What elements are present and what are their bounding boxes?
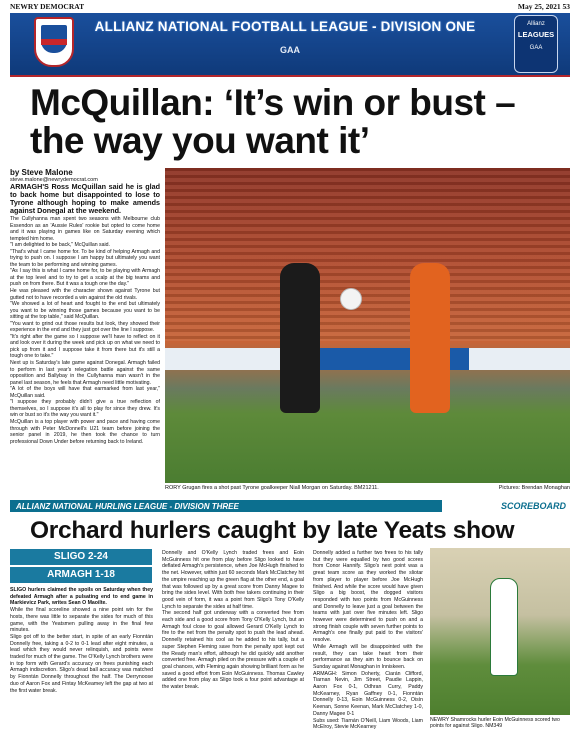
scoreboard-logo: SCOREBOARD xyxy=(442,500,570,512)
byline: by Steve Malone xyxy=(10,168,73,177)
paragraph: Next up is Saturday's late game against Donegal. Armagh failed to perform in last year's relegation battle against the same opposition and Ballybay in the Cullyhanna man wasn't in the panel last season, he feels that Armagh need little motivating. xyxy=(10,360,160,386)
photo-caption: RORY Grugan fires a shot past Tyrone goalkeeper Niall Morgan on Saturday. BM21211. xyxy=(165,485,379,491)
strip-title: ALLIANZ NATIONAL HURLING LEAGUE - DIVISION THREE xyxy=(16,501,239,511)
gaa-logo: GAA xyxy=(280,45,300,55)
score-away: ARMAGH 1-18 xyxy=(10,567,152,583)
date-page: May 25, 2021 53 xyxy=(517,2,570,11)
masthead xyxy=(10,2,570,12)
paragraph: "I suppose they probably didn't give a true reflection of themselves, so I suppose it's all to play for since they drew. It's win or bust so it's the way you want it." xyxy=(10,399,160,419)
football-icon xyxy=(340,288,362,310)
paragraph: "We showed a lot of heart and fought to the end but ultimately you want to be winning those games because you want to be sitting at the top table," said McQuillan. xyxy=(10,301,160,321)
paragraph: SLIGO hurlers claimed the spoils on Saturday when they defeated Armagh after a pulsating end to end game in Markievicz Park, writes Sean O Maoilte. xyxy=(10,587,153,607)
armagh-crest-icon xyxy=(34,17,74,67)
paragraph: "As I say this is what I came home for, to be playing with Armagh at the top level and to try to get a scalp at the big teams and push on from there. But it was a tough one the day." xyxy=(10,268,160,288)
author-email[interactable]: steve.malone@newrydemocrat.com xyxy=(10,177,98,183)
story1-body xyxy=(10,183,160,445)
player-figure xyxy=(410,263,450,413)
paragraph: "You want to grind out those results but look, they showed their experience in the end and they just got over the line I suppose. xyxy=(10,320,160,334)
score-home: SLIGO 2-24 xyxy=(10,549,152,565)
paragraph: The Cullyhanna man spent two seasons with Melbourne club Essendon as an 'Aussie Rules' rookie but opted to come home and it was playing in games like on Saturday evening which tempted him home. xyxy=(10,216,160,242)
paragraph: Donnelly and O'Kelly Lynch traded frees and Eoin McGuinness hit one from play before Sligo looked to have deflated Armagh's persistence, when Joe McHugh finished to the net. However, within just 60 seconds Mark McClatchey hit the umpire reaching up the green flag at the other end, a goal that was followed up by a great score from Danny Magee to bring the sides level. With both free takers continuing in their good vein of form, it was a point from Sligo's Tony O'Kelly Lynch to separate the sides at half time. xyxy=(162,550,304,610)
paragraph: ARMAGH: Simon Doherty, Ciarán Clifford, Tiarnan Nevin, Jim Street, Paudie Lappin, Aaron Fox 0-1, Odhran Curry, Paddy McKearney, Ryan Gaffney 0-1, Fionntán Donnelly 0-13, Eoin McGuinness 0-2, Oisín Keenan, Sonne Keenan, Mark McClatchey 1-0, Danny Magee 0-1 xyxy=(313,670,423,717)
story2-col-3 xyxy=(313,550,423,731)
banner-title: ALLIANZ NATIONAL FOOTBALL LEAGUE - DIVISION ONE xyxy=(94,19,476,34)
paragraph: Subs used: Tiarnán O'Neill, Liam Woods, Liam McElroy, Stevie McKearney xyxy=(313,717,423,731)
section-banner xyxy=(10,13,570,77)
paragraph: "A lot of the boys will have that earmarked from last year," McQuillan said. xyxy=(10,386,160,399)
paragraph: Sligo got off to the better start, in spite of an early Fionntán Donnelly free, taking a 0-2 to 0-1 lead after eight minutes, a lead which they would never relinquish, and points were traded for much of the game. The O'Kelly Lynch brothers were in top form with Gerard's accuracy on frees punishing each Armagh indiscretion. Sligo's dead ball accuracy was matched by Fionntán Donnelly throughout the half. The Derrynoose duo of Aaron Fox and Fintay McKeamey left the gap at two at the first water break. xyxy=(10,633,153,694)
paragraph: "It's right after the game so I suppose we'll have to reflect on it and look over it during the week and pick up on what we need to pick up from it and I suppose take it from there but it's still a tough one to take." xyxy=(10,333,160,360)
hurler-photo xyxy=(430,548,570,715)
paragraph: While the final scoreline showed a nine point win for the hosts, there was little to separate the sides for much of this game, with the Yeatsmen pulling away in the final few minutes. xyxy=(10,607,153,634)
headline-2: Orchard hurlers caught by late Yeats show xyxy=(30,517,515,544)
paper-name: NEWRY DEMOCRAT xyxy=(10,2,85,11)
paragraph: "I am delighted to be back," McQuillan said. xyxy=(10,242,110,249)
hurler-figure xyxy=(490,578,518,676)
photo-caption-2: NEWRY Shamrocks hurler Eoin McGuinness scored two points for against Sligo. NM349 xyxy=(430,717,560,729)
section-strip xyxy=(10,500,570,512)
match-photo xyxy=(165,168,570,483)
lead-paragraph: ARMAGH'S Ross McQuillan said he is glad to back home but disappointed to lose to Tyrone although hoping to make amends against Donegal at the weekend. xyxy=(10,182,160,215)
paragraph: "That's what I came home for. To be kind of helping Armagh and trying to push on. I suppose I am happy but ultimately you want the team to be performing and winning games. xyxy=(10,248,160,268)
paragraph: While Armagh will be disappointed with the result, they can take heart from their performance as they aim to bounce back on Sunday against Monaghan in Inniskeen. xyxy=(313,643,423,670)
story2-col-2 xyxy=(162,550,304,691)
allianz-leagues-logo: Allianz LEAGUES GAA xyxy=(514,15,558,73)
goalkeeper-figure xyxy=(280,263,320,413)
paragraph: He was pleased with the character shown against Tyrone but gutted not to have recorded a win against the old rivals. xyxy=(10,288,160,301)
paragraph: Donnelly added a further two frees to his tally but they were equalled by two good scores from Conor Hannify. Sligo's next point was a great team score as they worked the sliotar from player to player before Joe McHugh finished. And while the score would have given Sligo a big boost, the dogged visitors responded with two points from McGuinness and Donnelly to leave just a goal between the teams with just over five minutes left. Sligo however were determined to push on and a strong finish couple with seven further points to Armagh's one finally put paid to the visitors' resolve. xyxy=(313,550,423,644)
paragraph: McQuillan is a top player with power and pace and having come through with Peter McDonnell's U21 team before joining the senior panel in 2019, he then took the chance to turn professional Down Under before returning back to Ireland. xyxy=(10,418,160,445)
photo-credit: Pictures: Brendan Monaghan xyxy=(498,485,570,491)
headline: McQuillan: ‘It’s win or bust – the way you want it’ xyxy=(30,82,516,161)
paragraph: The second half got underway with a converted free from each side and a good score from Tony O'Kelly Lynch, but an Armagh foul close to goal allowed Gerard O'Kelly Lynch to fire to the net from the penalty spot to push the lead ahead. Donnelly retained his cool as he added to his tally, but a super Stephen Fleming save from the penalty spot kept out the Ready man's effort, although he did quickly add another converted free. Armagh piled on the pressure with a couple of goal chances, with Fleming again showing brilliant form as he saved a good effort from Eoin McGuinness. Thomas Cawley added one from play as Sligo took a four point advantage at the water break. xyxy=(162,610,304,691)
story2-col-1 xyxy=(10,587,153,694)
